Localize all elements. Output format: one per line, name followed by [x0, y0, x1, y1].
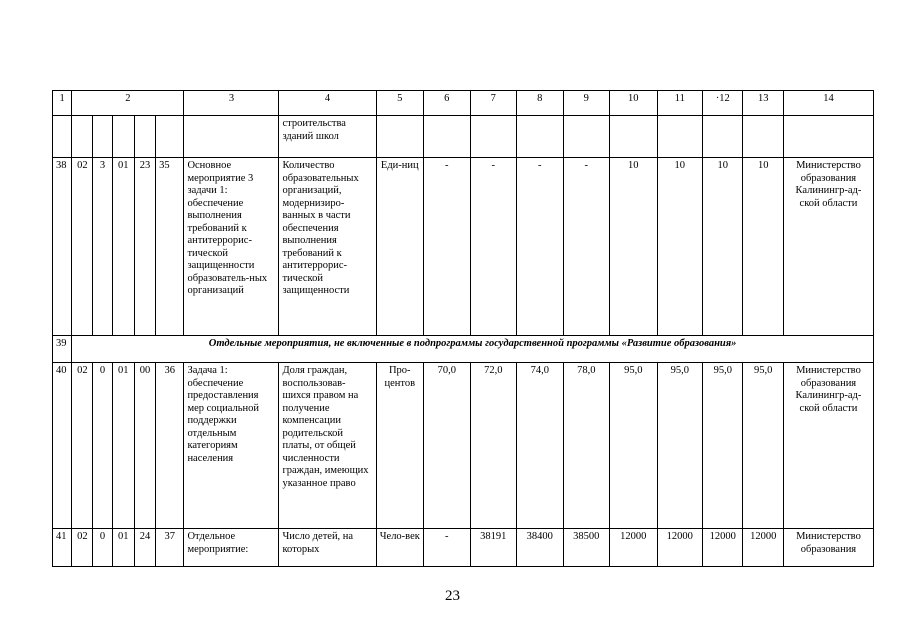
code-cell: 01: [112, 529, 134, 567]
code-cell: 02: [72, 529, 93, 567]
responsible-cell: Министерство образования Калинингр-ад-ской области: [783, 158, 873, 336]
value-cell: -: [517, 158, 564, 336]
header-cell: 5: [376, 91, 424, 116]
code-cell: 24: [134, 529, 155, 567]
value-cell: 10: [657, 158, 702, 336]
value-cell: 95,0: [743, 363, 783, 529]
indicator-cell: Доля граждан, воспользовав-шихся правом на получение компенсации родительской платы, от общей численности граждан, имеющих указанное право: [279, 363, 376, 529]
value-cell: 12000: [610, 529, 658, 567]
code-cell: 01: [112, 158, 134, 336]
header-cell: 4: [279, 91, 376, 116]
header-cell: 3: [184, 91, 279, 116]
header-cell: 10: [610, 91, 658, 116]
row-number: 39: [53, 336, 72, 363]
unit-cell: Про-центов: [376, 363, 424, 529]
row-number: 40: [53, 363, 72, 529]
value-cell: 38500: [563, 529, 610, 567]
header-cell: 9: [563, 91, 610, 116]
code-cell: 3: [93, 158, 112, 336]
unit-cell: Еди-ниц: [376, 158, 424, 336]
name-cell: Основное мероприятие 3 задачи 1: обеспечение выполнения требований к антитеррорис-тической защищенности образователь-ных организаций: [184, 158, 279, 336]
value-cell: 12000: [743, 529, 783, 567]
table-row: [53, 529, 874, 567]
value-cell: 72,0: [470, 363, 517, 529]
code-cell: 02: [72, 363, 93, 529]
value-cell: -: [563, 158, 610, 336]
value-cell: 70,0: [424, 363, 471, 529]
header-cell: 2: [72, 91, 184, 116]
indicator-cell: Количество образовательных организаций, модернизиро-ванных в части обеспечения выполнения требований к антитеррорис-тической защищенности: [279, 158, 376, 336]
value-cell: 10: [743, 158, 783, 336]
value-cell: 12000: [703, 529, 743, 567]
code-cell: 36: [156, 363, 184, 529]
header-row: [53, 91, 874, 116]
header-cell: 14: [783, 91, 873, 116]
indicator-cell: строительства зданий школ: [279, 116, 376, 158]
program-table: [52, 90, 874, 567]
header-cell: 8: [517, 91, 564, 116]
header-cell: 6: [424, 91, 471, 116]
table-row: [53, 363, 874, 529]
value-cell: 10: [703, 158, 743, 336]
responsible-cell: Министерство образования: [783, 529, 873, 567]
header-cell: ·12: [703, 91, 743, 116]
header-cell: 7: [470, 91, 517, 116]
unit-cell: Чело-век: [376, 529, 424, 567]
header-cell: 13: [743, 91, 783, 116]
page-number: 23: [445, 588, 460, 604]
value-cell: -: [470, 158, 517, 336]
value-cell: 10: [610, 158, 658, 336]
responsible-cell: Министерство образования Калинингр-ад-ской области: [783, 363, 873, 529]
section-row: [53, 336, 874, 363]
code-cell: 23: [134, 158, 155, 336]
value-cell: 74,0: [517, 363, 564, 529]
value-cell: 95,0: [657, 363, 702, 529]
name-cell: Отдельное мероприятие:: [184, 529, 279, 567]
continuation-row: [53, 116, 874, 158]
code-cell: 0: [93, 363, 112, 529]
code-cell: 02: [72, 158, 93, 336]
value-cell: 12000: [657, 529, 702, 567]
value-cell: 95,0: [610, 363, 658, 529]
code-cell: 0: [93, 529, 112, 567]
header-cell: 11: [657, 91, 702, 116]
code-cell: 35: [156, 158, 184, 336]
value-cell: 78,0: [563, 363, 610, 529]
value-cell: -: [424, 529, 471, 567]
value-cell: 95,0: [703, 363, 743, 529]
code-cell: 37: [156, 529, 184, 567]
table-row: [53, 158, 874, 336]
row-number: 38: [53, 158, 72, 336]
header-cell: 1: [53, 91, 72, 116]
section-title: Отдельные мероприятия, не включенные в подпрограммы государственной программы «Развитие образования»: [72, 336, 874, 363]
code-cell: 00: [134, 363, 155, 529]
indicator-cell: Число детей, на которых: [279, 529, 376, 567]
code-cell: 01: [112, 363, 134, 529]
value-cell: 38191: [470, 529, 517, 567]
row-number: 41: [53, 529, 72, 567]
value-cell: -: [424, 158, 471, 336]
name-cell: Задача 1: обеспечение предоставления мер социальной поддержки отдельным категориям населения: [184, 363, 279, 529]
value-cell: 38400: [517, 529, 564, 567]
